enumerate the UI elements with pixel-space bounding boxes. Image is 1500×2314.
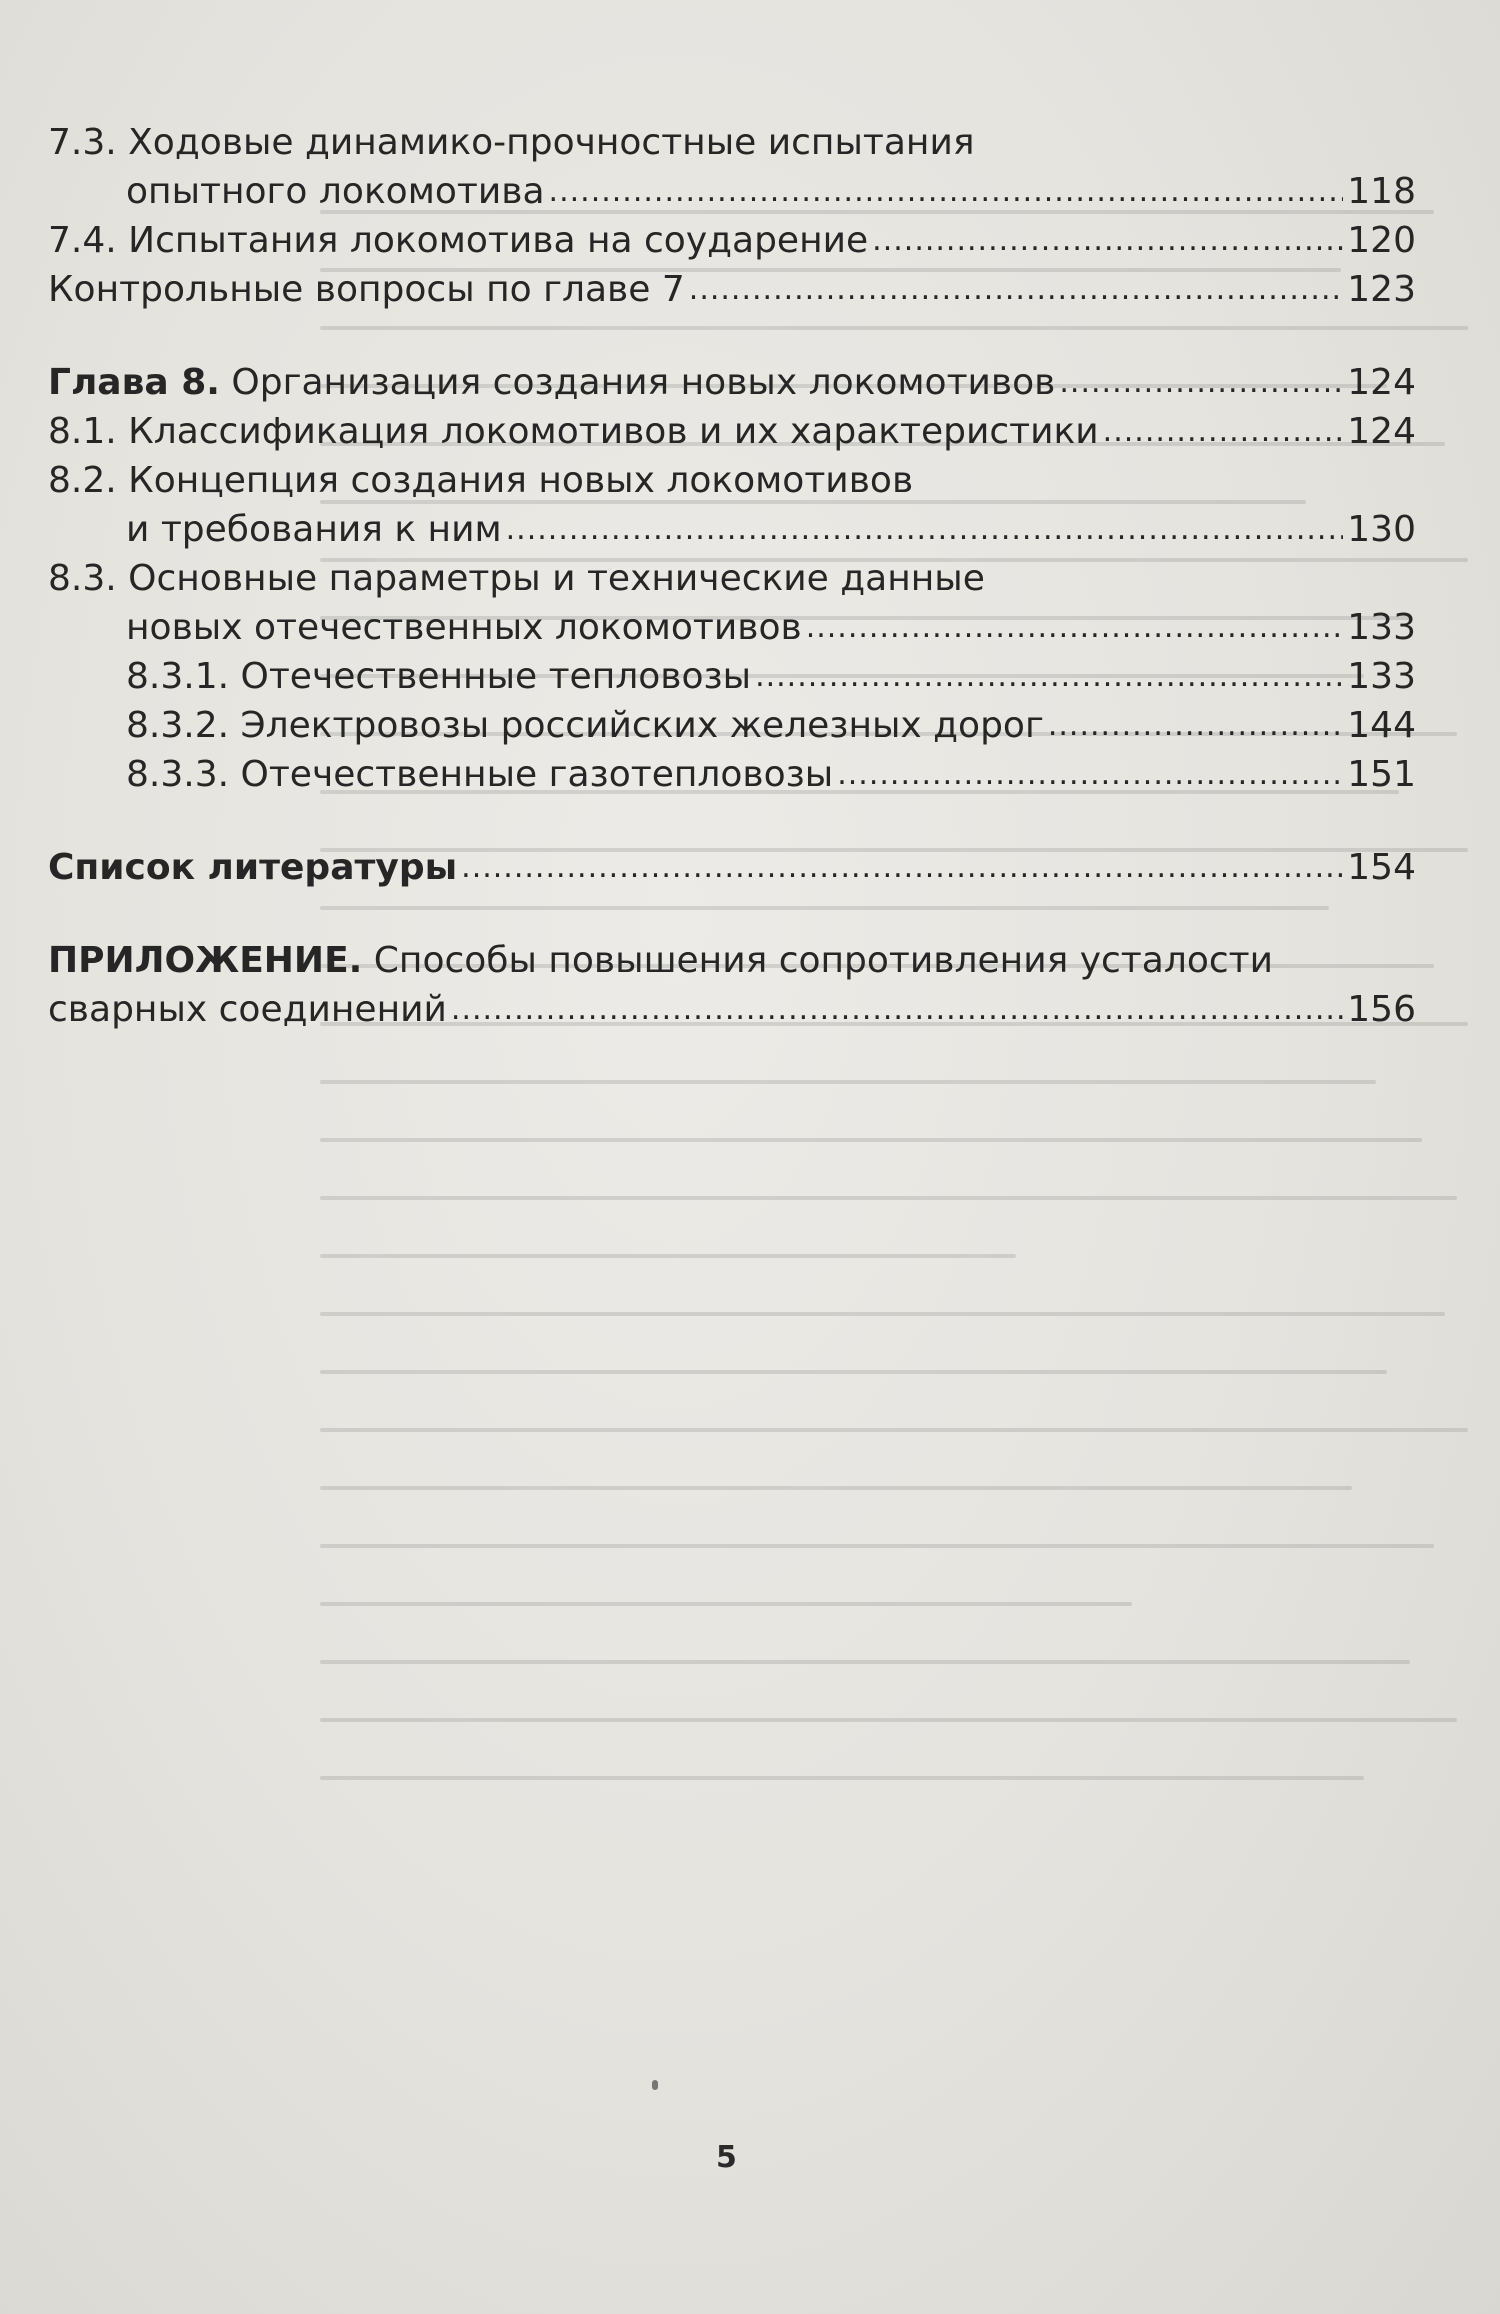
toc-entry-chapter-8[interactable]: [48, 358, 1416, 407]
toc-entry-title: 8.1. Классификация локомотивов и их характеристики: [48, 411, 1099, 452]
toc-entry-title: 8.3.3. Отечественные газотепловозы: [126, 754, 834, 795]
toc-entry-title-cont: сварных соединений: [48, 989, 447, 1030]
toc-entry-title: [48, 936, 1273, 985]
dot-leader: [461, 841, 1343, 892]
toc-entry-8-3-line1: [48, 554, 1416, 603]
toc-entry-appendix-line1: [48, 936, 1416, 985]
toc-page-number: 156: [1347, 989, 1416, 1030]
dot-leader: [872, 214, 1343, 265]
dot-leader: [806, 601, 1344, 652]
toc-page-number: 154: [1347, 847, 1416, 888]
toc-entry-7-3[interactable]: [48, 167, 1416, 216]
toc-entry-review-questions-7[interactable]: [48, 265, 1416, 314]
toc-entry-title: 7.3. Ходовые динамико-прочностные испытания: [48, 122, 975, 163]
toc-entry-7-4[interactable]: [48, 216, 1416, 265]
toc-page-number: 144: [1347, 705, 1416, 746]
toc-entry-title: 8.2. Концепция создания новых локомотивов: [48, 460, 914, 501]
toc-entry-title: 8.3. Основные параметры и технические данные: [48, 558, 985, 599]
toc-entry-title-cont: опытного локомотива: [126, 171, 545, 212]
toc-entry-appendix[interactable]: [48, 985, 1416, 1034]
dot-leader: [451, 983, 1343, 1034]
toc-page-number: 151: [1347, 754, 1416, 795]
toc-page-number: 124: [1347, 411, 1416, 452]
toc-entry-8-2[interactable]: [48, 505, 1416, 554]
toc-entry-8-3-3[interactable]: [48, 750, 1416, 799]
toc-page-number: 118: [1347, 171, 1416, 212]
toc-page-number: 120: [1347, 220, 1416, 261]
appendix-title: Способы повышения сопротивления усталости: [362, 940, 1274, 981]
toc-entry-8-2-line1: [48, 456, 1416, 505]
dot-leader: [837, 748, 1343, 799]
table-of-contents: [48, 118, 1416, 1034]
toc-entry-8-3-1[interactable]: [48, 652, 1416, 701]
page-number: 5: [716, 2140, 737, 2175]
toc-page-number: 124: [1347, 362, 1416, 403]
toc-page-number: 123: [1347, 269, 1416, 310]
toc-page-number: 133: [1347, 607, 1416, 648]
dot-leader: [689, 263, 1344, 314]
toc-entry-8-1[interactable]: [48, 407, 1416, 456]
dot-leader: [1059, 356, 1343, 407]
toc-entry-title-cont: и требования к ним: [126, 509, 502, 550]
toc-entry-7-3-line1: [48, 118, 1416, 167]
paper-speck: [652, 2080, 658, 2090]
toc-entry-title: Список литературы: [48, 847, 458, 888]
toc-page-number: 133: [1347, 656, 1416, 697]
toc-entry-bibliography[interactable]: [48, 843, 1416, 892]
chapter-title: Организация создания новых локомотивов: [219, 362, 1056, 403]
toc-entry-8-3-2[interactable]: [48, 701, 1416, 750]
dot-leader: [506, 503, 1344, 554]
toc-entry-8-3[interactable]: [48, 603, 1416, 652]
chapter-label: Глава 8.: [48, 362, 220, 403]
toc-entry-title: 8.3.1. Отечественные тепловозы: [126, 656, 752, 697]
toc-entry-title: 7.4. Испытания локомотива на соударение: [48, 220, 869, 261]
dot-leader: [1103, 405, 1344, 456]
toc-entry-title: 8.3.2. Электровозы российских железных дорог: [126, 705, 1044, 746]
dot-leader: [1048, 699, 1343, 750]
toc-entry-title-cont: новых отечественных локомотивов: [126, 607, 802, 648]
toc-entry-title: [48, 358, 1055, 407]
appendix-label: ПРИЛОЖЕНИЕ.: [48, 940, 363, 981]
toc-page-number: 130: [1347, 509, 1416, 550]
dot-leader: [755, 650, 1343, 701]
toc-entry-title: Контрольные вопросы по главе 7: [48, 269, 685, 310]
dot-leader: [549, 165, 1344, 216]
